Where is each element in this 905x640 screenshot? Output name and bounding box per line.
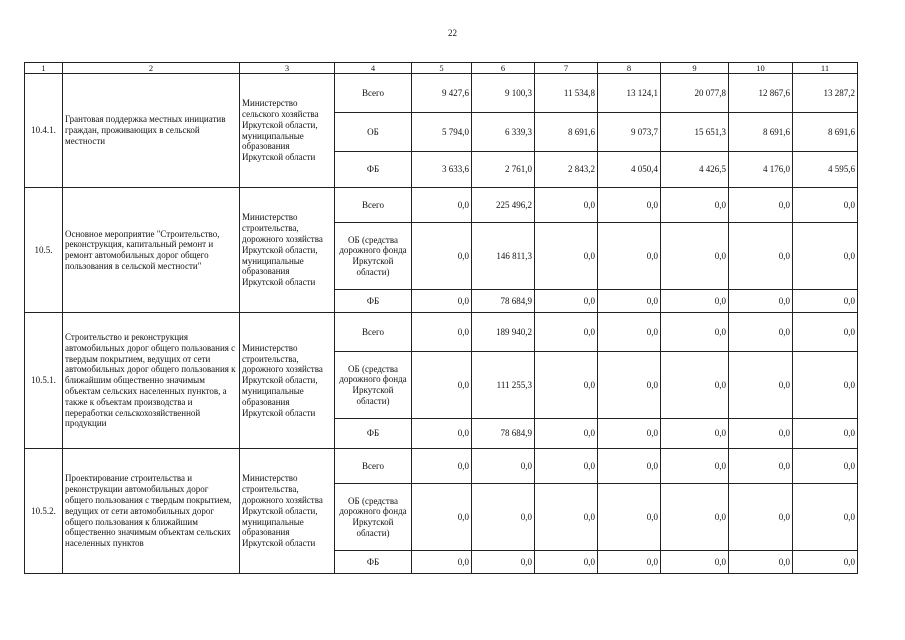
- value-cell: 0,0: [661, 352, 729, 419]
- value-cell: 8 691,6: [793, 113, 858, 152]
- value-cell: 0,0: [793, 449, 858, 484]
- value-cell: 0,0: [729, 290, 793, 313]
- value-cell: 0,0: [661, 484, 729, 551]
- value-cell: 4 050,4: [598, 152, 661, 188]
- item-executor: Министерство строительства, дорожного хозяйства Иркутской области, муниципальные образования Иркутской области: [240, 313, 335, 449]
- value-cell: 0,0: [793, 313, 858, 352]
- value-cell: 0,0: [598, 484, 661, 551]
- header-cell: 10: [729, 63, 793, 74]
- value-cell: 0,0: [729, 551, 793, 574]
- value-cell: 111 255,3: [472, 352, 535, 419]
- funding-source: Всего: [335, 74, 412, 113]
- page-number: 22: [448, 28, 457, 38]
- value-cell: 4 426,5: [661, 152, 729, 188]
- value-cell: 0,0: [793, 419, 858, 449]
- value-cell: 0,0: [598, 313, 661, 352]
- value-cell: 0,0: [793, 352, 858, 419]
- value-cell: 0,0: [412, 419, 472, 449]
- item-code: 10.5.: [25, 188, 63, 313]
- item-executor: Министерство сельского хозяйства Иркутской области, муниципальные образования Иркутской области: [240, 74, 335, 188]
- item-name: Строительство и реконструкция автомобильных дорог общего пользования с твердым покрытием, ведущих от сети автомобильных дорог общего пользования к ближайшим общественно значимым объектам сельских населенных пунктов, а также к объектам производства и переработки сельскохозяйственной продукции: [63, 313, 240, 449]
- value-cell: 0,0: [412, 551, 472, 574]
- value-cell: 0,0: [535, 290, 598, 313]
- item-code: 10.4.1.: [25, 74, 63, 188]
- value-cell: 6 339,3: [472, 113, 535, 152]
- value-cell: 0,0: [598, 419, 661, 449]
- value-cell: 0,0: [729, 419, 793, 449]
- funding-source: Всего: [335, 313, 412, 352]
- value-cell: 13 287,2: [793, 74, 858, 113]
- value-cell: 2 761,0: [472, 152, 535, 188]
- value-cell: 4 176,0: [729, 152, 793, 188]
- value-cell: 0,0: [412, 352, 472, 419]
- funding-source: Всего: [335, 449, 412, 484]
- header-cell: 3: [240, 63, 335, 74]
- item-name: Грантовая поддержка местных инициатив граждан, проживающих в сельской местности: [63, 74, 240, 188]
- value-cell: 0,0: [472, 484, 535, 551]
- value-cell: 0,0: [472, 449, 535, 484]
- funding-source: ФБ: [335, 152, 412, 188]
- value-cell: 0,0: [793, 188, 858, 223]
- value-cell: 9 073,7: [598, 113, 661, 152]
- value-cell: 12 867,6: [729, 74, 793, 113]
- value-cell: 2 843,2: [535, 152, 598, 188]
- value-cell: 0,0: [535, 223, 598, 290]
- item-name: Основное мероприятие "Строительство, реконструкция, капитальный ремонт и ремонт автомобильных дорог общего пользования в сельской местности": [63, 188, 240, 313]
- value-cell: 0,0: [535, 188, 598, 223]
- value-cell: 0,0: [661, 449, 729, 484]
- value-cell: 0,0: [412, 290, 472, 313]
- value-cell: 0,0: [793, 484, 858, 551]
- value-cell: 78 684,9: [472, 419, 535, 449]
- header-row: [25, 63, 858, 74]
- header-cell: 7: [535, 63, 598, 74]
- value-cell: 0,0: [729, 484, 793, 551]
- value-cell: 15 651,3: [661, 113, 729, 152]
- header-cell: 8: [598, 63, 661, 74]
- item-name: Проектирование строительства и реконструкции автомобильных дорог общего пользования с твердым покрытием, ведущих от сети автомобильных дорог общего пользования к ближайшим общественно значимым объектам сельских населенных пунктов: [63, 449, 240, 574]
- funding-source: ФБ: [335, 290, 412, 313]
- value-cell: 0,0: [661, 313, 729, 352]
- value-cell: 11 534,8: [535, 74, 598, 113]
- funding-source: ОБ: [335, 113, 412, 152]
- value-cell: 13 124,1: [598, 74, 661, 113]
- funding-source: ФБ: [335, 551, 412, 574]
- item-executor: Министерство строительства, дорожного хозяйства Иркутской области, муниципальные образования Иркутской области: [240, 188, 335, 313]
- value-cell: 0,0: [729, 188, 793, 223]
- value-cell: 0,0: [729, 449, 793, 484]
- table-row: [25, 74, 858, 113]
- header-cell: 9: [661, 63, 729, 74]
- value-cell: 8 691,6: [729, 113, 793, 152]
- funding-source: ОБ (средства дорожного фонда Иркутской области): [335, 223, 412, 290]
- value-cell: 0,0: [472, 551, 535, 574]
- value-cell: 0,0: [412, 223, 472, 290]
- value-cell: 0,0: [598, 223, 661, 290]
- value-cell: 9 427,6: [412, 74, 472, 113]
- funding-source: ФБ: [335, 419, 412, 449]
- value-cell: 0,0: [412, 188, 472, 223]
- item-executor: Министерство строительства, дорожного хозяйства Иркутской области, муниципальные образования Иркутской области: [240, 449, 335, 574]
- value-cell: 8 691,6: [535, 113, 598, 152]
- value-cell: 0,0: [412, 313, 472, 352]
- item-code: 10.5.1.: [25, 313, 63, 449]
- value-cell: 0,0: [412, 484, 472, 551]
- value-cell: 0,0: [661, 223, 729, 290]
- header-cell: 6: [472, 63, 535, 74]
- value-cell: 20 077,8: [661, 74, 729, 113]
- value-cell: 0,0: [535, 419, 598, 449]
- value-cell: 0,0: [598, 449, 661, 484]
- value-cell: 0,0: [598, 551, 661, 574]
- value-cell: 0,0: [729, 223, 793, 290]
- table-row: [25, 449, 858, 484]
- value-cell: 0,0: [535, 551, 598, 574]
- value-cell: 4 595,6: [793, 152, 858, 188]
- table-row: [25, 313, 858, 352]
- value-cell: 78 684,9: [472, 290, 535, 313]
- budget-table: [24, 62, 858, 574]
- value-cell: 0,0: [412, 449, 472, 484]
- value-cell: 5 794,0: [412, 113, 472, 152]
- value-cell: 0,0: [598, 352, 661, 419]
- value-cell: 0,0: [661, 188, 729, 223]
- value-cell: 0,0: [535, 352, 598, 419]
- header-cell: 2: [63, 63, 240, 74]
- value-cell: 0,0: [535, 313, 598, 352]
- value-cell: 0,0: [729, 313, 793, 352]
- funding-source: Всего: [335, 188, 412, 223]
- funding-source: ОБ (средства дорожного фонда Иркутской области): [335, 352, 412, 419]
- value-cell: 9 100,3: [472, 74, 535, 113]
- value-cell: 0,0: [535, 449, 598, 484]
- funding-source: ОБ (средства дорожного фонда Иркутской области): [335, 484, 412, 551]
- value-cell: 0,0: [661, 551, 729, 574]
- value-cell: 189 940,2: [472, 313, 535, 352]
- header-cell: 4: [335, 63, 412, 74]
- value-cell: 0,0: [661, 290, 729, 313]
- value-cell: 0,0: [535, 484, 598, 551]
- value-cell: 0,0: [598, 188, 661, 223]
- value-cell: 0,0: [598, 290, 661, 313]
- header-cell: 11: [793, 63, 858, 74]
- value-cell: 146 811,3: [472, 223, 535, 290]
- value-cell: 0,0: [661, 419, 729, 449]
- value-cell: 0,0: [793, 223, 858, 290]
- header-cell: 1: [25, 63, 63, 74]
- value-cell: 3 633,6: [412, 152, 472, 188]
- value-cell: 0,0: [793, 551, 858, 574]
- value-cell: 0,0: [793, 290, 858, 313]
- value-cell: 225 496,2: [472, 188, 535, 223]
- table-row: [25, 188, 858, 223]
- item-code: 10.5.2.: [25, 449, 63, 574]
- value-cell: 0,0: [729, 352, 793, 419]
- header-cell: 5: [412, 63, 472, 74]
